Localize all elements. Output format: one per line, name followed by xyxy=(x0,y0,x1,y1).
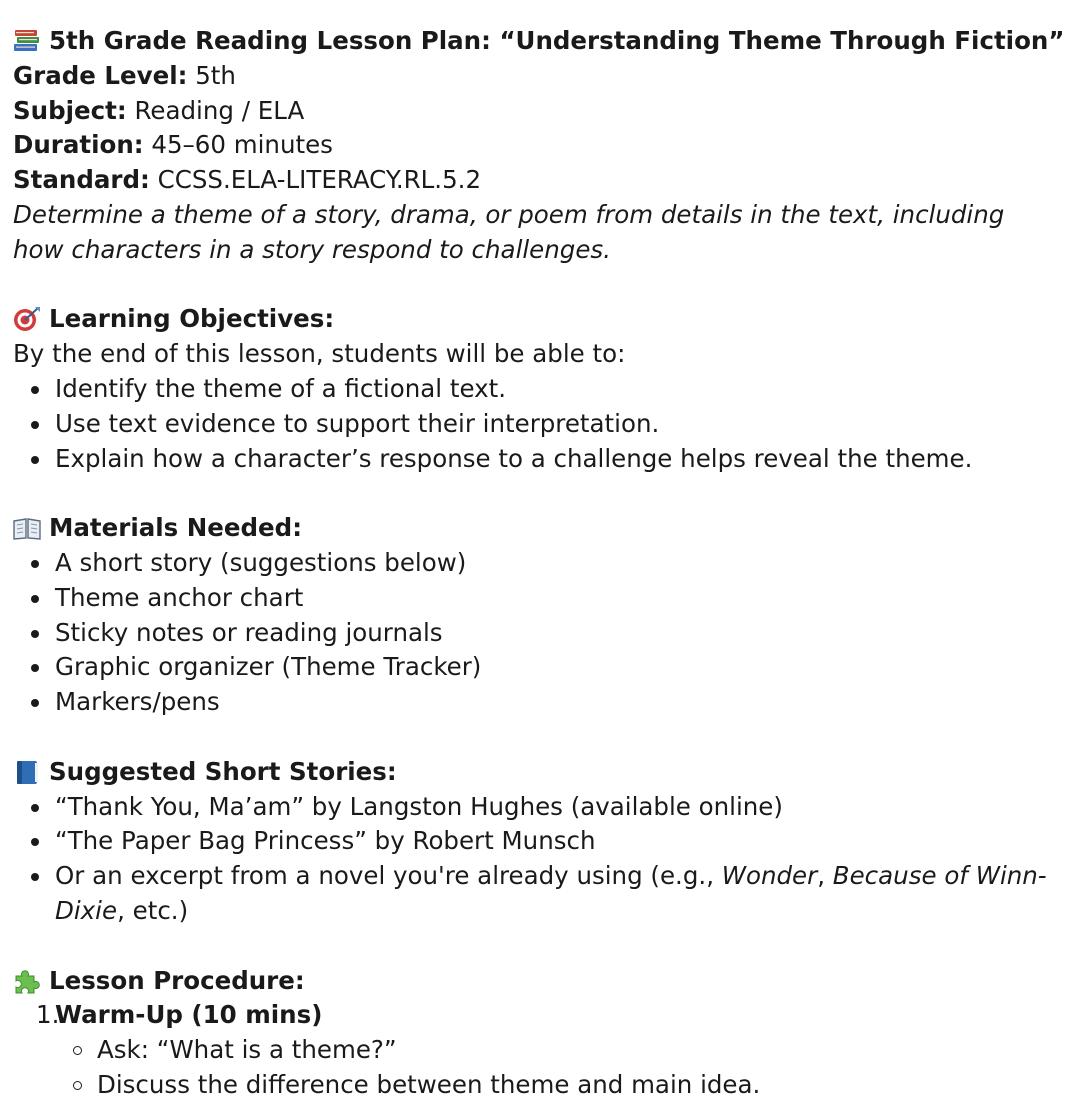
list-item: Discuss the difference between theme and main idea. xyxy=(97,1068,1080,1103)
standard-description-line-2: how characters in a story respond to challenges. xyxy=(13,234,611,264)
list-item: A short story (suggestions below) xyxy=(55,546,1080,581)
objectives-heading: Learning Objectives: xyxy=(49,304,335,334)
step-number: 1. xyxy=(36,1000,60,1030)
standard-value: CCSS.ELA-LITERACY.RL.5.2 xyxy=(157,165,482,195)
list-item-excerpt xyxy=(55,859,1080,929)
grade-level-label: Grade Level: xyxy=(13,60,188,90)
list-item: Theme anchor chart xyxy=(55,581,1080,616)
step-sublist xyxy=(55,1033,1080,1103)
list-item: Ask: “What is a theme?” xyxy=(97,1033,1080,1068)
spacer xyxy=(13,268,1080,303)
grade-level-row xyxy=(13,59,1080,94)
excerpt-separator: , xyxy=(817,861,833,891)
stories-heading-row xyxy=(13,755,1080,790)
subject-value: Reading / ELA xyxy=(134,95,305,125)
blue-book-emoji-icon xyxy=(13,759,41,785)
spacer xyxy=(13,476,1080,511)
standard-label: Standard: xyxy=(13,165,150,195)
grade-level-value: 5th xyxy=(195,60,236,90)
excerpt-prefix: Or an excerpt from a novel you're already using (e.g., xyxy=(55,861,722,891)
procedure-step xyxy=(36,998,1080,1102)
open-book-emoji-icon xyxy=(13,515,41,541)
duration-label: Duration: xyxy=(13,130,144,160)
objectives-intro: By the end of this lesson, students will be able to: xyxy=(13,339,626,369)
duration-value: 45–60 minutes xyxy=(151,130,333,160)
spacer xyxy=(13,720,1080,755)
excerpt-suffix: , etc.) xyxy=(117,895,189,925)
page-title: 5th Grade Reading Lesson Plan: “Understanding Theme Through Fiction” xyxy=(49,26,1065,55)
procedure-steps xyxy=(13,998,1080,1102)
objectives-heading-row xyxy=(13,302,1080,337)
list-item: Explain how a character’s response to a challenge helps reveal the theme. xyxy=(55,442,1080,477)
spacer xyxy=(13,929,1080,964)
materials-heading-row xyxy=(13,511,1080,546)
list-item: Markers/pens xyxy=(55,685,1080,720)
book-title-winn-dixie: Because of Winn-Dixie xyxy=(55,861,1047,925)
standard-row xyxy=(13,163,1080,198)
list-item: Identify the theme of a fictional text. xyxy=(55,372,1080,407)
procedure-heading: Lesson Procedure: xyxy=(49,965,305,995)
stories-list xyxy=(13,790,1080,929)
list-item: Use text evidence to support their interpretation. xyxy=(55,407,1080,442)
duration-row xyxy=(13,128,1080,163)
step-title: Warm-Up (10 mins) xyxy=(55,1000,323,1030)
stories-heading: Suggested Short Stories: xyxy=(49,756,397,786)
puzzle-piece-emoji-icon xyxy=(13,968,41,994)
standard-description-line-1: Determine a theme of a story, drama, or poem from details in the text, including xyxy=(13,199,1005,229)
book-title-wonder: Wonder xyxy=(721,861,818,891)
list-item: “The Paper Bag Princess” by Robert Munsch xyxy=(55,824,1080,859)
target-emoji-icon xyxy=(13,306,41,332)
list-item: Sticky notes or reading journals xyxy=(55,616,1080,651)
subject-row xyxy=(13,94,1080,129)
list-item: Graphic organizer (Theme Tracker) xyxy=(55,650,1080,685)
materials-list xyxy=(13,546,1080,720)
procedure-heading-row xyxy=(13,964,1080,999)
list-item: “Thank You, Ma’am” by Langston Hughes (available online) xyxy=(55,790,1080,825)
subject-label: Subject: xyxy=(13,95,127,125)
doc-title-row xyxy=(13,24,1080,59)
objectives-list xyxy=(13,372,1080,476)
materials-heading: Materials Needed: xyxy=(49,513,302,543)
books-emoji-icon xyxy=(13,28,41,54)
